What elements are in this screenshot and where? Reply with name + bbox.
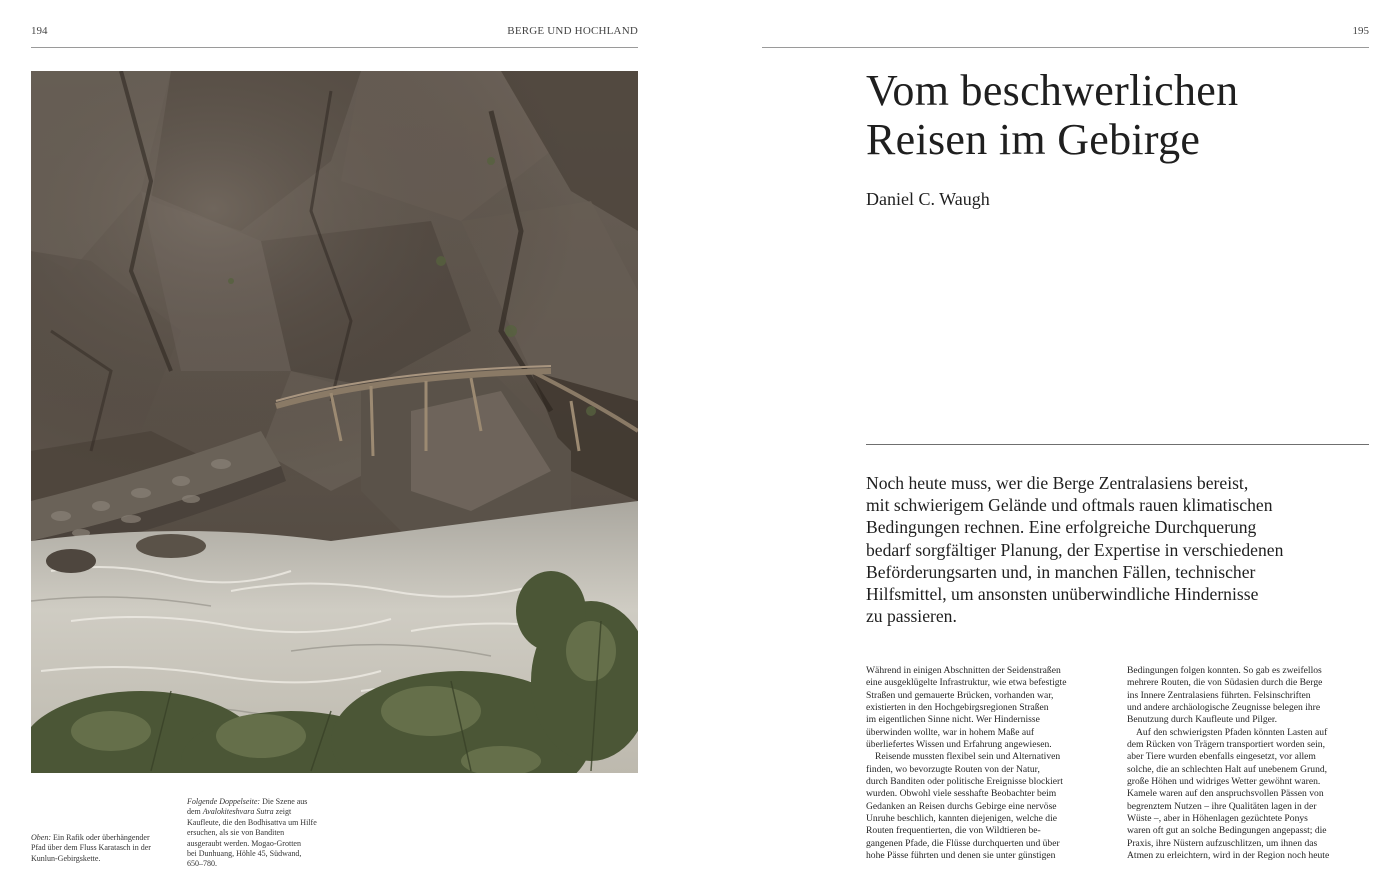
right-page	[700, 0, 1400, 890]
body-line: ins Innere Zentralasiens führten. Felsinschriften	[1127, 689, 1311, 701]
caption-above-line: Kunlun-Gebirgskette.	[31, 853, 101, 863]
caption-next-line: Die Szene aus	[262, 797, 308, 806]
body-line: Wüste –, aber in Höhenlagen gezüchtete Ponys	[1127, 813, 1308, 825]
body-line: wurden. Obwohl viele sesshafte Beobachter beim	[866, 788, 1057, 800]
caption-above-line: Pfad über dem Fluss Karatasch in der	[31, 843, 151, 853]
article-title-line: Reisen im Gebirge	[866, 115, 1201, 164]
lead-line: Hilfsmittel, um ansonsten unüberwindliche Hindernisse	[866, 584, 1259, 605]
body-line: begrenztem Nutzen – ihre Qualitäten lagen in der	[1127, 800, 1317, 812]
body-line: Reisende mussten flexibel sein und Alternativen	[875, 751, 1061, 763]
body-column-1	[866, 665, 1111, 863]
header-rule-left	[31, 47, 638, 48]
body-line: Praxis, ihre Nüstern aufzuschlitzen, um ihnen das	[1127, 837, 1318, 849]
body-line: überwinden wollte, war in hohem Maße auf	[866, 726, 1035, 738]
caption-next-work-title: Avalokiteshvara Sutra	[202, 807, 274, 817]
mountain-cliff-river-photo	[31, 71, 638, 773]
lead-line: mit schwierigem Gelände und oftmals rauen klimatischen	[866, 495, 1273, 516]
header-rule-right	[762, 47, 1369, 48]
lead-line: Noch heute muss, wer die Berge Zentralasiens bereist,	[866, 473, 1249, 493]
lead-line: zu passieren.	[866, 606, 957, 627]
caption-above-line: Ein Rafik oder überhängender	[53, 833, 150, 842]
caption-next-line: Kaufleute, die den Bodhisattva um Hilfe	[187, 817, 317, 827]
body-line: Während in einigen Abschnitten der Seidenstraßen	[866, 665, 1061, 676]
body-line: im eigentlichen Sinne nicht. Wer Hindernisse	[866, 714, 1040, 726]
body-line: Kamele waren auf den anspruchsvollen Pässen von	[1127, 788, 1324, 800]
body-line: eine ausgeklügelte Infrastruktur, wie etwa befestigte	[866, 677, 1067, 689]
body-line: hohe Pässe führten und denen sie unter günstigen	[866, 850, 1056, 862]
article-title	[866, 66, 1386, 164]
body-line: mehrere Routen, die von Südasien durch die Berge	[1127, 677, 1323, 689]
caption-next-line: ausgeraubt werden. Mogao-Grotten	[187, 838, 301, 848]
body-line: durch Banditen oder politische Ereignisse blockiert	[866, 776, 1063, 788]
body-line: Benutzung durch Kaufleute und Pilger.	[1127, 714, 1278, 726]
body-line: solche, die an schlechten Halt auf unebenem Grund,	[1127, 763, 1328, 775]
article-title-line: Vom beschwerlichen	[866, 66, 1239, 115]
running-head: BERGE UND HOCHLAND	[507, 25, 638, 37]
caption-next-line: 650–780.	[187, 859, 217, 869]
lead-line: bedarf sorgfältiger Planung, der Expertise in verschiedenen	[866, 539, 1284, 560]
page-number-right: 195	[1352, 25, 1369, 37]
lead-line: Bedingungen rechnen. Eine erfolgreiche Durchquerung	[866, 517, 1257, 538]
body-line: Auf den schwierigsten Pfaden könnten Lasten auf	[1136, 726, 1328, 738]
caption-next-line: zeigt	[275, 807, 292, 817]
body-line: aber Tiere wurden ebenfalls eingesetzt, vor allem	[1127, 751, 1316, 763]
article-author: Daniel C. Waugh	[866, 189, 990, 209]
caption-above-label: Oben:	[31, 833, 51, 842]
caption-next-line: dem	[187, 807, 201, 817]
body-line: Unruhe beschlich, kannten diejenigen, welche die	[866, 813, 1058, 825]
body-line: gangenen Pfade, die Flüsse durchquerten und über	[866, 837, 1060, 849]
lead-line: Beförderungsarten und, in manchen Fällen, technischer	[866, 561, 1256, 582]
lead-rule	[866, 444, 1369, 445]
body-column-2	[1127, 665, 1372, 863]
body-line: Atmen zu erleichtern, wird in der Region noch heute	[1127, 850, 1330, 862]
body-line: dem Rücken von Trägern transportiert worden sein,	[1127, 739, 1325, 751]
caption-next-line: ersuchen, als sie von Banditen	[187, 828, 285, 838]
caption-next-spread	[187, 797, 327, 870]
lead-paragraph	[866, 472, 1376, 627]
body-line: Straßen und gemauerte Brücken, vorhanden war,	[866, 689, 1054, 701]
body-line: große Höhen und widriges Wetter gewöhnt waren.	[1127, 776, 1321, 788]
body-line: und andere archäologische Zeugnisse belegen ihre	[1127, 702, 1321, 714]
caption-next-line: bei Dunhuang, Höhle 45, Südwand,	[187, 849, 302, 859]
page-number-left: 194	[31, 25, 48, 37]
body-line: waren oft gut an solche Bedingungen angepasst; die	[1127, 825, 1327, 837]
body-line: Gedanken an Reisen durchs Gebirge eine nervöse	[866, 800, 1057, 812]
body-line: finden, wo bevorzugte Routen von der Natur,	[866, 763, 1040, 775]
caption-next-label: Folgende Doppelseite:	[187, 797, 261, 806]
body-line: Bedingungen folgen konnten. So gab es zweifellos	[1127, 665, 1322, 676]
body-line: existierten in den Hochgebirgsregionen Straßen	[866, 702, 1049, 714]
body-line: überliefertes Wissen und Erfahrung angewiesen.	[866, 739, 1052, 751]
body-line: Routen frequentierten, die von Wildtieren be-	[866, 825, 1041, 837]
caption-above	[31, 833, 171, 864]
